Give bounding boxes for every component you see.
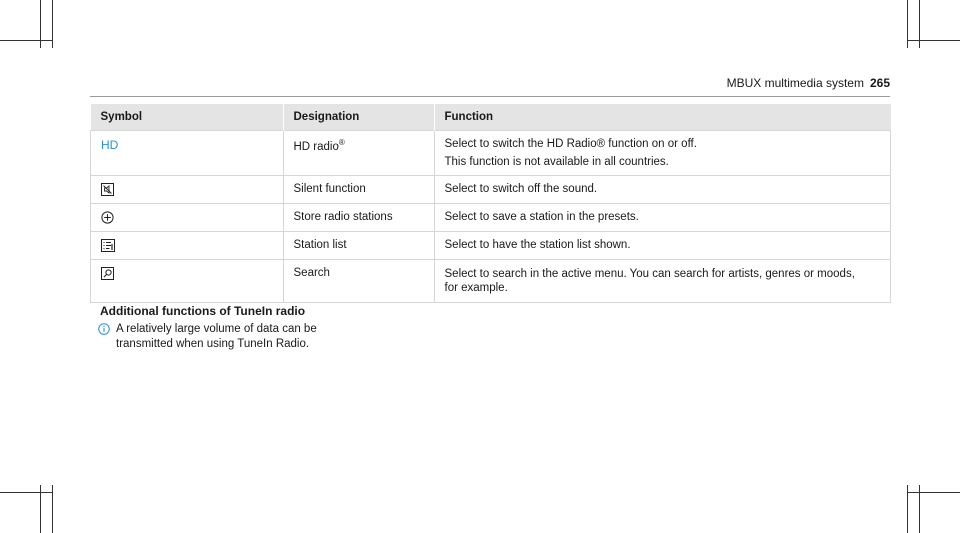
designation-cell: Station list: [283, 232, 434, 260]
crop-mark: [907, 492, 960, 493]
header-rule: [90, 96, 890, 97]
note-text: A relatively large volume of data can be transmitted when using TuneIn Radio.: [116, 323, 317, 350]
running-head-title: MBUX multimedia system: [726, 76, 864, 90]
function-cell: [434, 131, 891, 176]
function-text: [445, 267, 881, 295]
designation-cell: [283, 131, 434, 176]
running-head: [727, 76, 890, 90]
function-line: ® function on or off.: [596, 138, 697, 150]
info-note: [98, 322, 358, 352]
hd-label: HD: [101, 138, 119, 152]
function-cell: Select to switch off the sound.: [434, 176, 891, 204]
function-cell: Select to have the station list shown.: [434, 232, 891, 260]
function-line: for example.: [444, 282, 508, 294]
designation-cell: Store radio stations: [283, 204, 434, 232]
function-text: [445, 138, 881, 150]
crop-mark: [0, 492, 52, 493]
function-line: Select to search in the active menu. You can search for artists, genres or moods,: [444, 268, 855, 280]
mute-icon: [101, 183, 114, 196]
table-header-row: [91, 104, 891, 131]
designation-text: HD radio: [293, 140, 339, 153]
crop-mark: [52, 485, 53, 533]
section-title: Additional functions of TuneIn radio: [100, 304, 306, 318]
crop-mark: [907, 40, 960, 41]
function-text: This function is not available in all countries.: [444, 156, 669, 168]
designation-cell: Search: [283, 260, 434, 303]
station-list-icon: [101, 239, 115, 252]
search-icon: [101, 267, 114, 280]
registered-mark: ®: [338, 138, 345, 147]
page-number: 265: [869, 76, 890, 90]
crop-mark: [0, 40, 52, 41]
info-icon: [98, 323, 110, 335]
function-line: Select to switch the HD Radio: [444, 138, 597, 150]
header-symbol: Symbol: [91, 104, 284, 131]
table-row: [91, 260, 891, 303]
header-function: Function: [434, 104, 891, 131]
header-designation: Designation: [283, 104, 434, 131]
function-cell: Select to save a station in the presets.: [434, 204, 891, 232]
plus-circle-icon: [101, 211, 114, 224]
table-row: [91, 176, 891, 204]
function-cell: [434, 260, 891, 303]
symbol-cell: [91, 176, 284, 204]
symbol-cell: [91, 260, 284, 303]
designation-cell: Silent function: [283, 176, 434, 204]
table-row: [91, 131, 891, 176]
table-row: [91, 232, 891, 260]
crop-mark: [52, 0, 53, 48]
symbol-cell: [91, 232, 284, 260]
table-row: [91, 204, 891, 232]
symbol-cell: [91, 131, 284, 176]
symbol-cell: [91, 204, 284, 232]
symbol-table: [90, 104, 891, 303]
